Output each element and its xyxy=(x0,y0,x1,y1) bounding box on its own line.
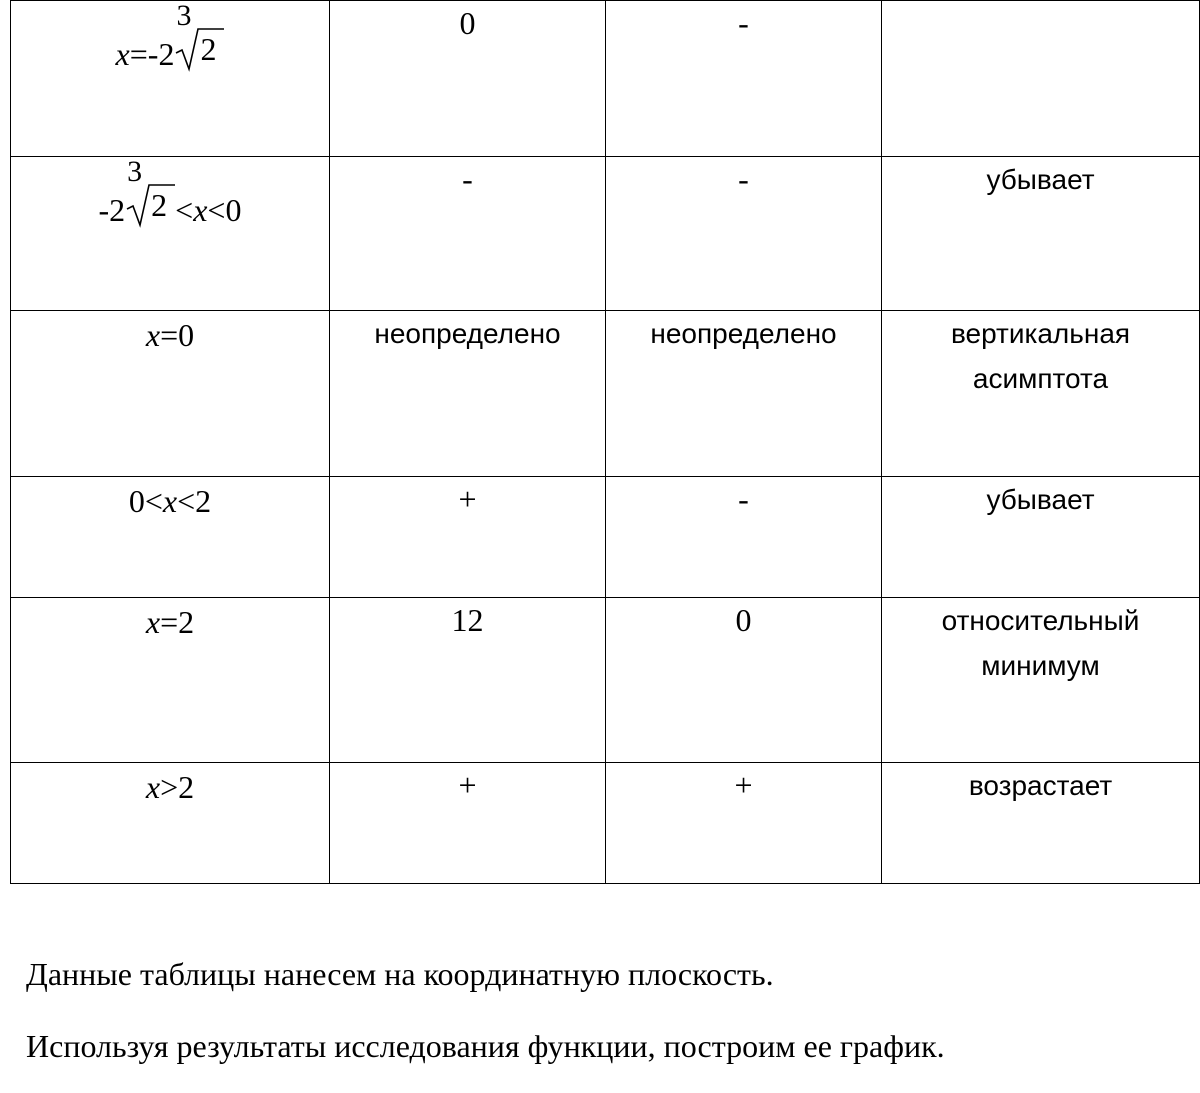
table-row xyxy=(11,477,1200,598)
second-derivative-cell: - xyxy=(606,1,882,157)
second-derivative-cell: + xyxy=(606,763,882,884)
table-row xyxy=(11,598,1200,763)
x-cell xyxy=(11,598,330,763)
behavior-cell xyxy=(882,1,1200,157)
behavior-cell: убывает xyxy=(882,477,1200,598)
root-index: 3 xyxy=(127,155,143,188)
x-cell xyxy=(11,157,330,311)
first-derivative-cell: + xyxy=(330,477,606,598)
table-row xyxy=(11,1,1200,157)
second-derivative-cell: 0 xyxy=(606,598,882,763)
behavior-cell xyxy=(882,311,1200,477)
x-cell xyxy=(11,1,330,157)
first-derivative-cell: 0 xyxy=(330,1,606,157)
second-derivative-cell: - xyxy=(606,477,882,598)
x-variable: x xyxy=(145,317,161,353)
behavior-cell xyxy=(882,598,1200,763)
x-cell xyxy=(11,311,330,477)
x-mid: < xyxy=(175,192,194,228)
paragraph-plot-table-data: Данные таблицы нанесем на координатную плоскость. xyxy=(26,956,774,992)
table-row xyxy=(11,311,1200,477)
behavior-line-2: асимптота xyxy=(972,363,1109,394)
x-rest: =0 xyxy=(160,317,195,353)
root-radicand: 2 xyxy=(151,187,168,223)
table-row xyxy=(11,157,1200,311)
first-derivative-cell: + xyxy=(330,763,606,884)
x-variable: x xyxy=(193,192,208,228)
table-row xyxy=(11,763,1200,884)
cube-root xyxy=(125,155,175,227)
behavior-line-2: минимум xyxy=(981,650,1100,681)
first-derivative-cell: - xyxy=(330,157,606,311)
x-tail: <0 xyxy=(207,192,242,228)
behavior-line-1: относительный xyxy=(941,605,1140,636)
x-lead: 0< xyxy=(128,483,163,519)
x-rest: <2 xyxy=(177,483,212,519)
x-lead: -2 xyxy=(98,192,126,228)
x-variable: x xyxy=(162,483,178,519)
x-cell xyxy=(11,477,330,598)
behavior-cell: убывает xyxy=(882,157,1200,311)
x-variable: x xyxy=(145,604,161,640)
first-derivative-cell: неопределено xyxy=(330,311,606,477)
second-derivative-cell: - xyxy=(606,157,882,311)
paragraph-build-graph: Используя результаты исследования функции, построим ее график. xyxy=(26,1028,945,1064)
x-variable: x xyxy=(115,36,130,72)
cube-root xyxy=(174,0,224,71)
behavior-line-1: вертикальная xyxy=(950,318,1131,349)
x-rest: =2 xyxy=(160,604,195,640)
first-derivative-cell: 12 xyxy=(330,598,606,763)
second-derivative-cell: неопределено xyxy=(606,311,882,477)
root-index: 3 xyxy=(176,0,192,32)
x-relation: =-2 xyxy=(129,36,175,72)
x-cell xyxy=(11,763,330,884)
x-rest: >2 xyxy=(160,769,195,805)
function-study-table xyxy=(10,0,1200,884)
behavior-cell: возрастает xyxy=(882,763,1200,884)
root-radicand: 2 xyxy=(200,31,217,67)
x-variable: x xyxy=(145,769,161,805)
